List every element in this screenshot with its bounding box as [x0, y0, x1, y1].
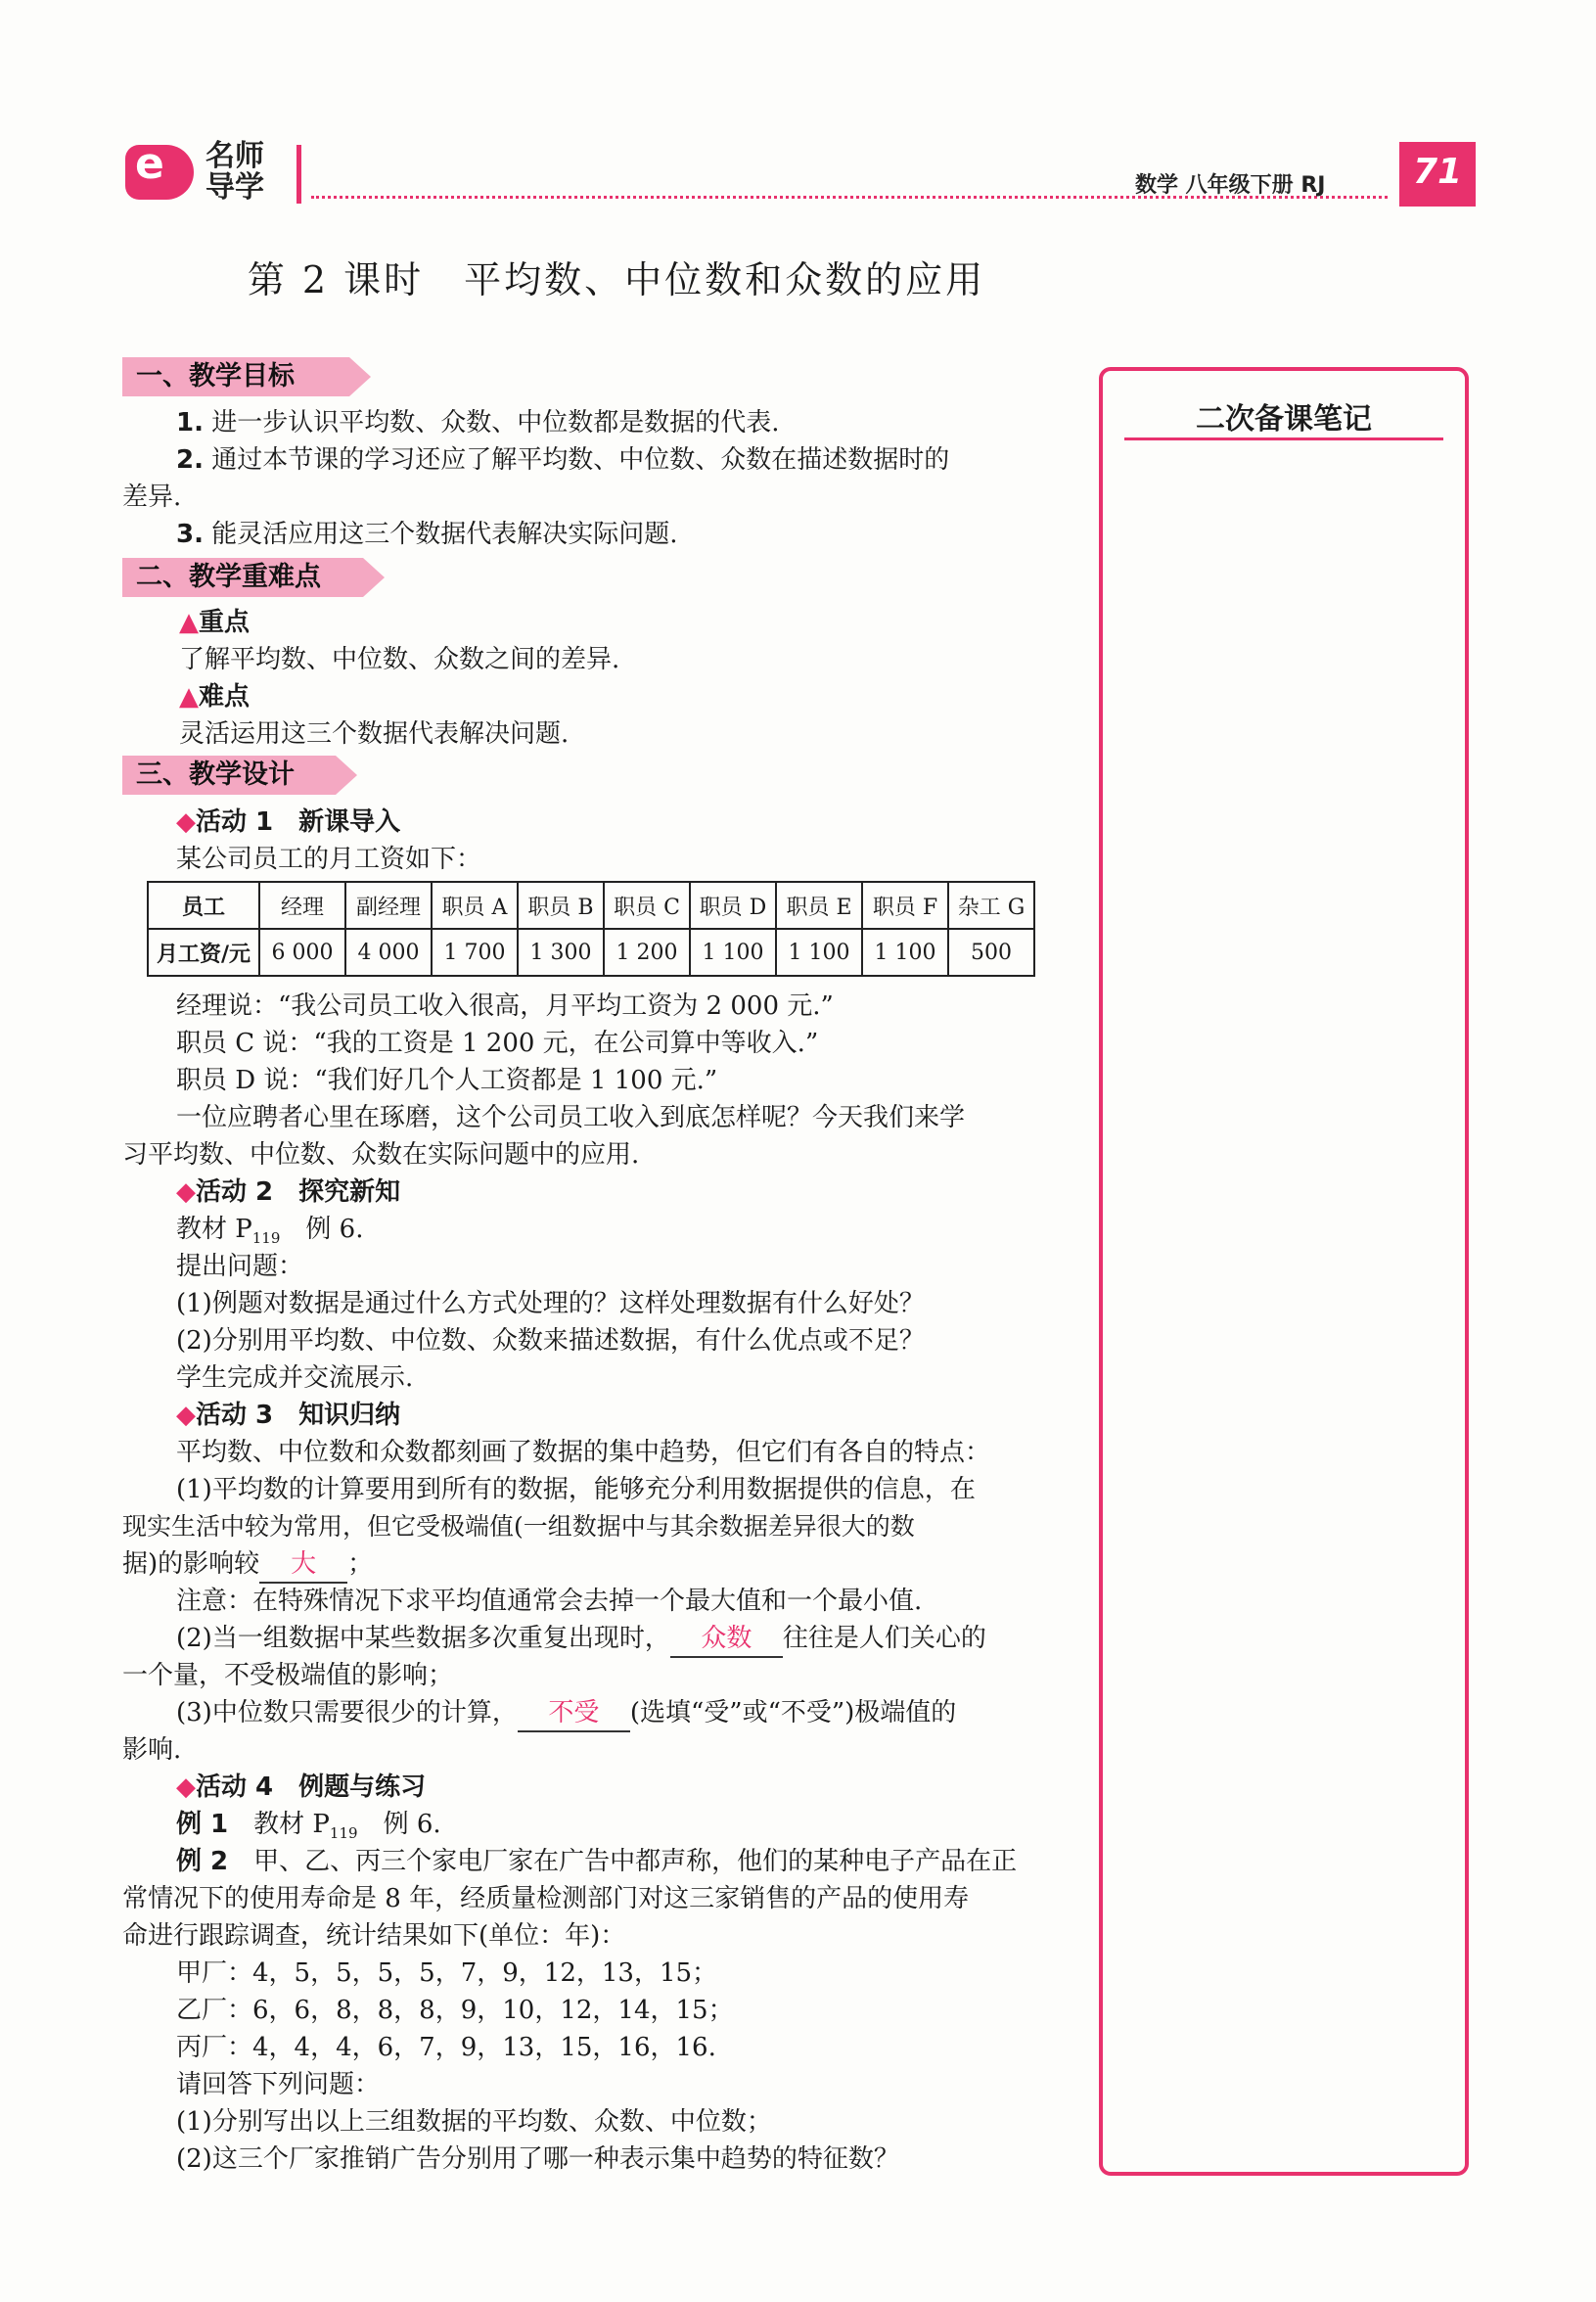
diamond-icon: ◆ — [176, 807, 196, 837]
example-2-ask: 请回答下列问题： — [176, 2070, 381, 2099]
table-header-cell: 职员 A — [432, 882, 518, 929]
intro-paragraph-2: 习平均数、中位数、众数在实际问题中的应用. — [122, 1140, 640, 1170]
activity-4-label: ◆活动 4 例题与练习 — [176, 1773, 427, 1802]
factory-yi-data: 乙厂：6，6，8，8，8，9，10，12，14，15； — [176, 1996, 734, 2025]
summary-mean-3: 据)的影响较 大 ； — [122, 1546, 373, 1584]
quote-clerk-c: 职员 C 说：“我的工资是 1 200 元，在公司算中等收入.” — [176, 1029, 819, 1058]
summary-mode-1: (2)当一组数据中某些数据多次重复出现时， 众数 往往是人们关心的 — [176, 1621, 986, 1658]
logo-glyph: e — [135, 139, 164, 189]
triangle-icon: ▲ — [179, 682, 199, 712]
example-2-line-3: 命进行跟踪调查，统计结果如下(单位：年)： — [122, 1921, 626, 1951]
summary-mode-2: 一个量，不受极端值的影响； — [122, 1661, 454, 1690]
logo-text — [205, 141, 264, 204]
lesson-title: 第 2 课时 平均数、中位数和众数的应用 — [247, 258, 986, 301]
activity-2-ask: 提出问题： — [176, 1252, 304, 1281]
table-cell: 500 — [948, 929, 1034, 976]
diamond-icon: ◆ — [176, 1401, 196, 1430]
quote-manager: 经理说：“我公司员工收入很高，月平均工资为 2 000 元.” — [176, 991, 834, 1021]
answer-blank-1: 大 — [259, 1546, 347, 1584]
difficulty-label: ▲难点 — [179, 682, 251, 712]
summary-intro: 平均数、中位数和众数都刻画了数据的集中趋势，但它们有各自的特点： — [176, 1438, 991, 1467]
activity-1-intro: 某公司员工的月工资如下： — [176, 845, 482, 874]
activity-2-ref: 教材 $P_{119}$ 例 6. — [176, 1215, 364, 1248]
factory-bing-data: 丙厂：4，4，4，6，7，9，13，15，16，16. — [176, 2033, 716, 2062]
table-cell: 1 100 — [862, 929, 948, 976]
focus-label: ▲重点 — [179, 608, 251, 637]
table-header-cell: 经理 — [259, 882, 345, 929]
table-header-cell: 职员 D — [690, 882, 776, 929]
table-header-row — [148, 882, 1034, 929]
table-row — [148, 929, 1034, 976]
intro-paragraph-1: 一位应聘者心里在琢磨，这个公司员工收入到底怎样呢？今天我们来学 — [176, 1103, 966, 1132]
table-cell: 1 300 — [518, 929, 604, 976]
page-number: 71 — [1399, 142, 1476, 207]
focus-text: 了解平均数、中位数、众数之间的差异. — [179, 645, 620, 674]
quote-clerk-d: 职员 D 说：“我们好几个人工资都是 1 100 元.” — [176, 1066, 718, 1095]
section-heading-goals: 一、教学目标 — [122, 357, 349, 396]
example-2-line-2: 常情况下的使用寿命是 8 年，经质量检测部门对这三家销售的产品的使用寿 — [122, 1884, 970, 1913]
table-header-cell: 职员 E — [776, 882, 862, 929]
summary-mean-1: (1)平均数的计算要用到所有的数据，能够充分利用数据提供的信息，在 — [176, 1475, 976, 1504]
answer-blank-3: 不受 — [518, 1695, 630, 1732]
activity-2-question-1: (1)例题对数据是通过什么方式处理的？这样处理数据有什么好处？ — [176, 1289, 925, 1318]
logo-divider — [296, 145, 301, 204]
wage-table — [147, 881, 1035, 977]
table-cell: 1 200 — [604, 929, 690, 976]
table-header-cell: 副经理 — [345, 882, 432, 929]
table-header-cell: 员工 — [148, 882, 259, 929]
table-cell: 1 100 — [776, 929, 862, 976]
publisher-logo — [125, 137, 301, 210]
triangle-icon: ▲ — [179, 608, 199, 637]
notes-title-underline — [1124, 437, 1443, 440]
example-1: 例 1 教材 $P_{119}$ 例 6. — [176, 1810, 441, 1843]
logo-line-2: 导学 — [205, 170, 264, 205]
table-header-cell: 职员 F — [862, 882, 948, 929]
diamond-icon: ◆ — [176, 1773, 196, 1802]
summary-median-1: (3)中位数只需要很少的计算， 不受 (选填“受”或“不受”)极端值的 — [176, 1695, 956, 1732]
goal-2-cont: 差异. — [122, 483, 182, 512]
answer-blank-2: 众数 — [670, 1621, 783, 1658]
subject-label: 数学 八年级下册 RJ — [1135, 173, 1326, 198]
activity-2-question-2: (2)分别用平均数、中位数、众数来描述数据，有什么优点或不足？ — [176, 1326, 925, 1356]
activity-2-label: ◆活动 2 探究新知 — [176, 1177, 401, 1207]
table-header-cell: 职员 B — [518, 882, 604, 929]
table-header-cell: 杂工 G — [948, 882, 1034, 929]
table-cell: 1 700 — [432, 929, 518, 976]
goal-2: 2. 通过本节课的学习还应了解平均数、中位数、众数在描述数据时的 — [176, 445, 950, 475]
diamond-icon: ◆ — [176, 1177, 196, 1207]
activity-3-label: ◆活动 3 知识归纳 — [176, 1401, 401, 1430]
goal-1: 1. 进一步认识平均数、众数、中位数都是数据的代表. — [176, 408, 780, 437]
table-cell: 6 000 — [259, 929, 345, 976]
goal-3: 3. 能灵活应用这三个数据代表解决实际问题. — [176, 520, 678, 549]
table-cell: 1 100 — [690, 929, 776, 976]
table-header-cell: 职员 C — [604, 882, 690, 929]
activity-2-note: 学生完成并交流展示. — [176, 1363, 414, 1393]
summary-mean-2: 现实生活中较为常用，但它受极端值(一组数据中与其余数据差异很大的数 — [122, 1512, 915, 1541]
table-cell: 4 000 — [345, 929, 432, 976]
notes-title: 二次备课笔记 — [1196, 402, 1372, 437]
example-2-line-1: 例 2 甲、乙、丙三个家电厂家在广告中都声称，他们的某种电子产品在正 — [176, 1847, 1018, 1876]
section-heading-design: 三、教学设计 — [122, 756, 336, 795]
example-2-question-2: (2)这三个厂家推销广告分别用了哪一种表示集中趋势的特征数？ — [176, 2144, 899, 2174]
table-row-label: 月工资/元 — [148, 929, 259, 976]
summary-note: 注意：在特殊情况下求平均值通常会去掉一个最大值和一个最小值. — [176, 1587, 923, 1616]
logo-line-1: 名师 — [205, 139, 264, 173]
factory-jia-data: 甲厂：4，5，5，5，5，7，9，12，13，15； — [176, 1958, 718, 1988]
summary-median-2: 影响. — [122, 1735, 182, 1765]
example-2-question-1: (1)分别写出以上三组数据的平均数、众数、中位数； — [176, 2107, 772, 2137]
lesson-notes-box — [1099, 367, 1469, 2176]
activity-1-label: ◆活动 1 新课导入 — [176, 807, 401, 837]
difficulty-text: 灵活运用这三个数据代表解决问题. — [179, 719, 570, 749]
section-heading-key-points: 二、教学重难点 — [122, 558, 363, 597]
